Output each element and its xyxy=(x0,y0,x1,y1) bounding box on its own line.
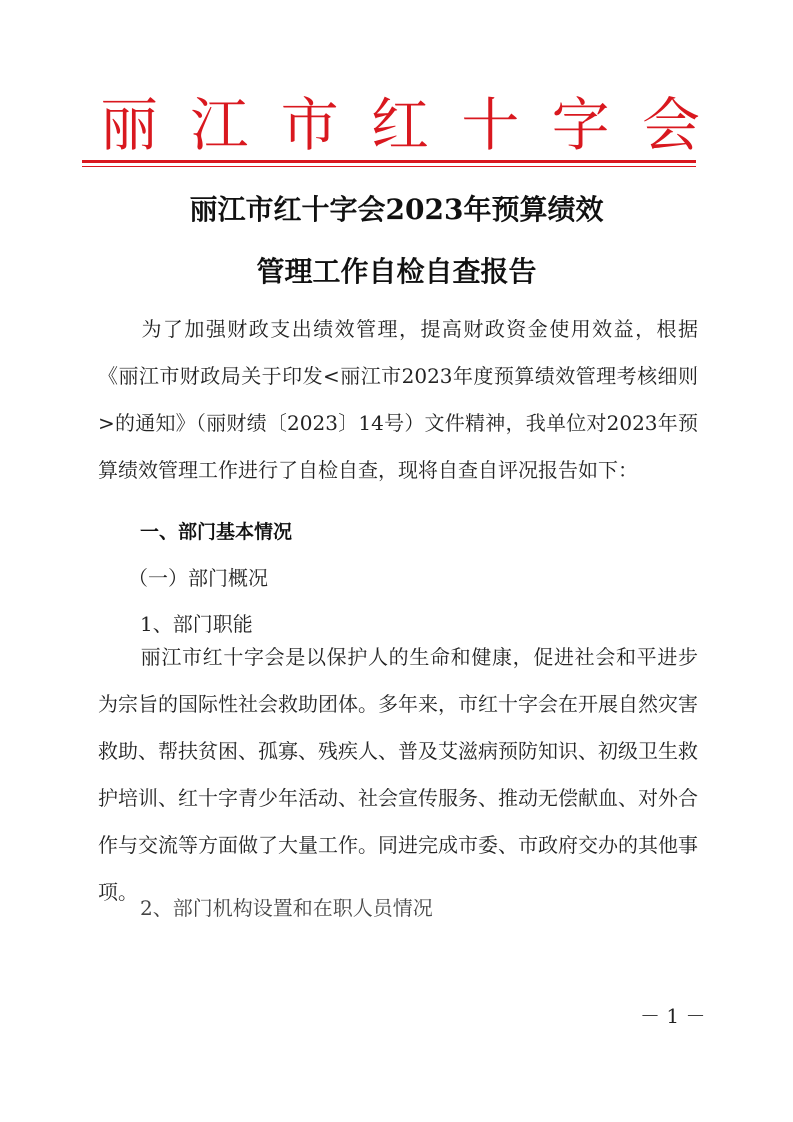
letterhead-char: 市 xyxy=(280,91,339,159)
item-heading-1: 1、部门职能 xyxy=(140,612,253,636)
item1-text: 丽江市红十字会是以保护人的生命和健康，促进社会和平进步为宗旨的国际性社会救助团体。多年来，市红十字会在开展自然灾害救助、帮扶贫困、孤寡、残疾人、普及艾滋病预防知识、初级卫生救护培训、红十字青少年活动、社会宣传服务、推动无偿献血、对外合作与交流等方面做了大量工作。同进完成市委、市政府交办的其他事项。 xyxy=(98,645,698,904)
letterhead xyxy=(100,88,700,162)
document-title-line-1: 丽江市红十字会2023年预算绩效 xyxy=(189,193,604,226)
item1-paragraph xyxy=(98,634,698,916)
page-number: － 1 － xyxy=(640,1004,706,1028)
subsection-heading: （一）部门概况 xyxy=(128,566,268,590)
section-heading-1: 一、部门基本情况 xyxy=(140,521,293,543)
intro-text: 为了加强财政支出绩效管理，提高财政资金使用效益，根据《丽江市财政局关于印发<丽江市2023年度预算绩效管理考核细则>的通知》（丽财绩〔2023〕14号）文件精神，我单位对2023年预算绩效管理工作进行了自检自查，现将自查自评况报告如下： xyxy=(98,317,698,482)
letterhead-char: 十 xyxy=(461,91,520,159)
letterhead-char: 红 xyxy=(370,91,429,159)
letterhead-char: 会 xyxy=(641,91,700,159)
letterhead-char: 丽 xyxy=(100,91,159,159)
letterhead-char: 江 xyxy=(190,91,249,159)
letterhead-rule-thick xyxy=(82,160,696,163)
item-heading-2: 2、部门机构设置和在职人员情况 xyxy=(140,896,433,920)
intro-paragraph xyxy=(98,306,698,494)
letterhead-char: 字 xyxy=(551,91,610,159)
letterhead-rule-thin xyxy=(82,166,696,167)
document-title-line-2: 管理工作自检自查报告 xyxy=(256,255,537,288)
